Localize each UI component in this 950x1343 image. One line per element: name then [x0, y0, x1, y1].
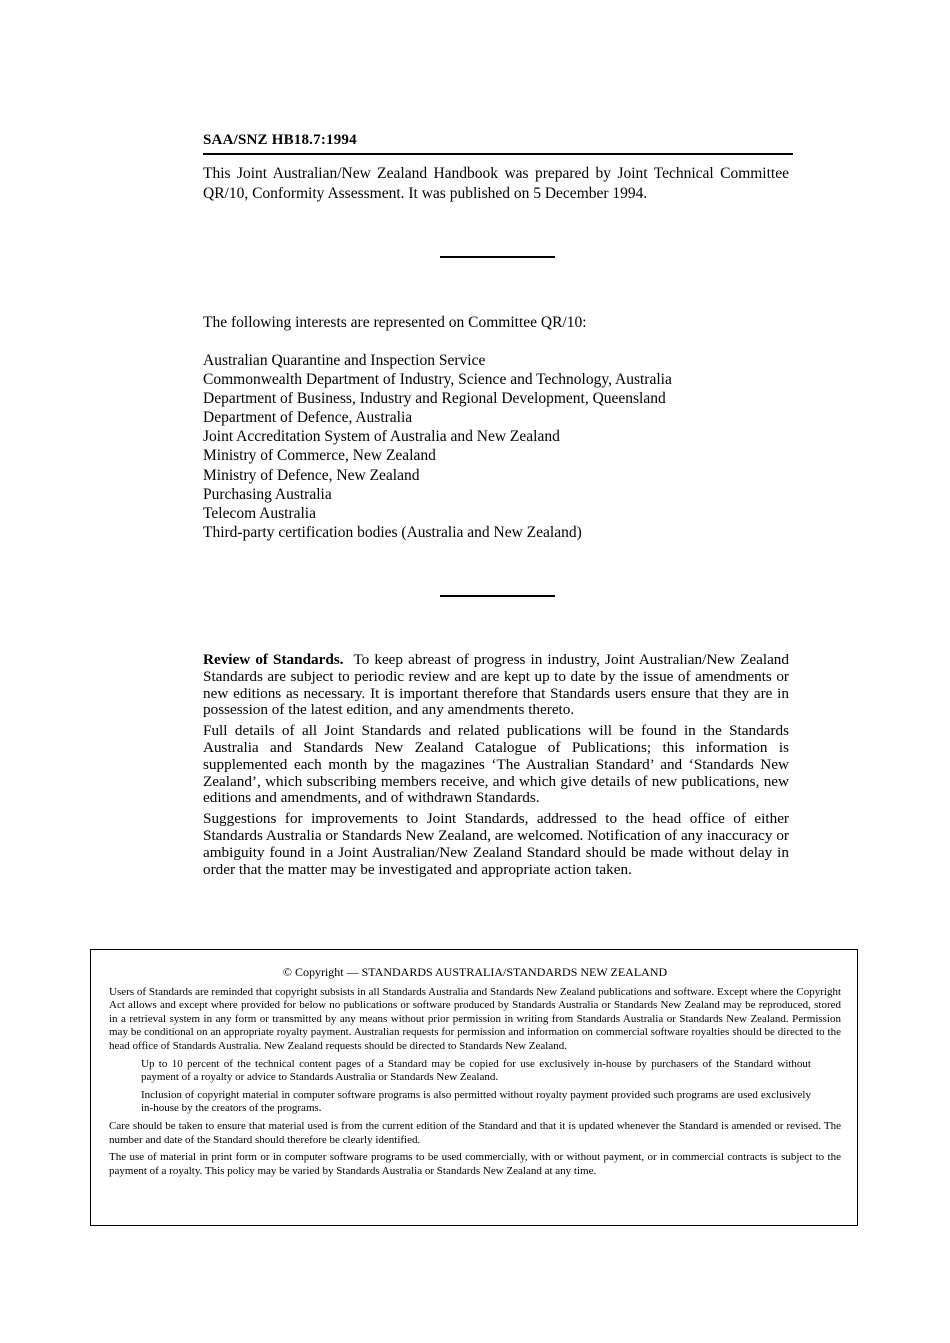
review-of-standards: [203, 652, 789, 882]
list-item: Ministry of Commerce, New Zealand: [203, 447, 436, 465]
review-paragraph-2: Full details of all Joint Standards and related publications will be found in the Standards Australia and Standards New Zealand Catalogue of Publications; this information is supplemented each month by the magazines ‘The Australian Standard’ and ‘Standards New Zealand’, which subscribing members receive, and which give details of new publications, new editions and amendments, and of withdrawn Standards.: [203, 722, 789, 807]
section-divider: [440, 595, 555, 597]
list-item: Ministry of Defence, New Zealand: [203, 466, 420, 484]
copyright-paragraph-3: Inclusion of copyright material in computer software programs is also permitted without royalty payment provided such programs are used exclusively in-house by the creators of the programs.: [141, 1088, 811, 1115]
copyright-paragraph-2: Up to 10 percent of the technical content pages of a Standard may be copied for use exclusively in-house by purchasers of the Standard without payment of a royalty or advice to Standards Australia or Standards New Zealand.: [141, 1057, 811, 1084]
list-item: Third-party certification bodies (Australia and New Zealand): [203, 523, 582, 541]
header-rule: [203, 153, 793, 155]
list-item: Joint Accreditation System of Australia and New Zealand: [203, 428, 560, 446]
copyright-paragraph-1: Users of Standards are reminded that copyright subsists in all Standards Australia and Standards New Zealand publications and software. Except where the Copyright Act allows and except where provided for below no publications or software produced by Standards Australia or Standards New Zealand may be reproduced, stored in a retrieval system in any form or transmitted by any means without prior permission in writing from Standards Australia or Standards New Zealand. Permission may be conditional on an appropriate royalty payment. Australian requests for permission and information on commercial software royalties should be directed to the head office of Standards Australia. New Zealand requests should be directed to Standards New Zealand.: [109, 985, 841, 1052]
list-item: Department of Defence, Australia: [203, 409, 413, 427]
list-item: Purchasing Australia: [203, 485, 332, 503]
copyright-notice-box: [90, 949, 858, 1226]
list-item: Telecom Australia: [203, 504, 316, 522]
list-item: Australian Quarantine and Inspection Service: [203, 352, 486, 369]
review-heading: Review of Standards.: [203, 651, 344, 668]
review-text-1: To keep abreast of progress in industry, Joint Australian/New Zealand Standards are subject to periodic review and are kept up to date by the issue of amendments or new editions as necessary. It is important therefore that Standards users ensure that they are in possession of the latest edition, and any amendments thereto.: [203, 651, 789, 719]
review-paragraph-1: [203, 652, 789, 719]
review-paragraph-3: Suggestions for improvements to Joint Standards, addressed to the head office of either Standards Australia or Standards New Zealand, are welcomed. Notification of any inaccuracy or ambiguity found in a Joint Australian/New Zealand Standard should be made without delay in order that the matter may be investigated and appropriate action taken.: [203, 810, 789, 878]
list-item: Commonwealth Department of Industry, Science and Technology, Australia: [203, 371, 672, 389]
copyright-title: © Copyright — STANDARDS AUSTRALIA/STANDARDS NEW ZEALAND: [282, 965, 668, 979]
preparation-note: This Joint Australian/New Zealand Handbook was prepared by Joint Technical Committee QR/10, Conformity Assessment. It was published on 5 December 1994.: [203, 165, 789, 202]
copyright-paragraph-5: The use of material in print form or in computer software programs to be used commercially, with or without payment, or in commercial contracts is subject to the payment of a royalty. This policy may be varied by Standards Australia or Standards New Zealand at any time.: [109, 1151, 841, 1177]
committee-intro: The following interests are represented on Committee QR/10:: [203, 314, 587, 331]
section-divider: [440, 256, 555, 258]
document-id: SAA/SNZ HB18.7:1994: [203, 132, 357, 148]
committee-member-list: [203, 351, 672, 542]
list-item: Department of Business, Industry and Regional Development, Queensland: [203, 390, 666, 408]
copyright-paragraph-4: Care should be taken to ensure that material used is from the current edition of the Standard and that it is updated whenever the Standard is amended or revised. The number and date of the Standard should therefore be clearly identified.: [109, 1119, 841, 1146]
